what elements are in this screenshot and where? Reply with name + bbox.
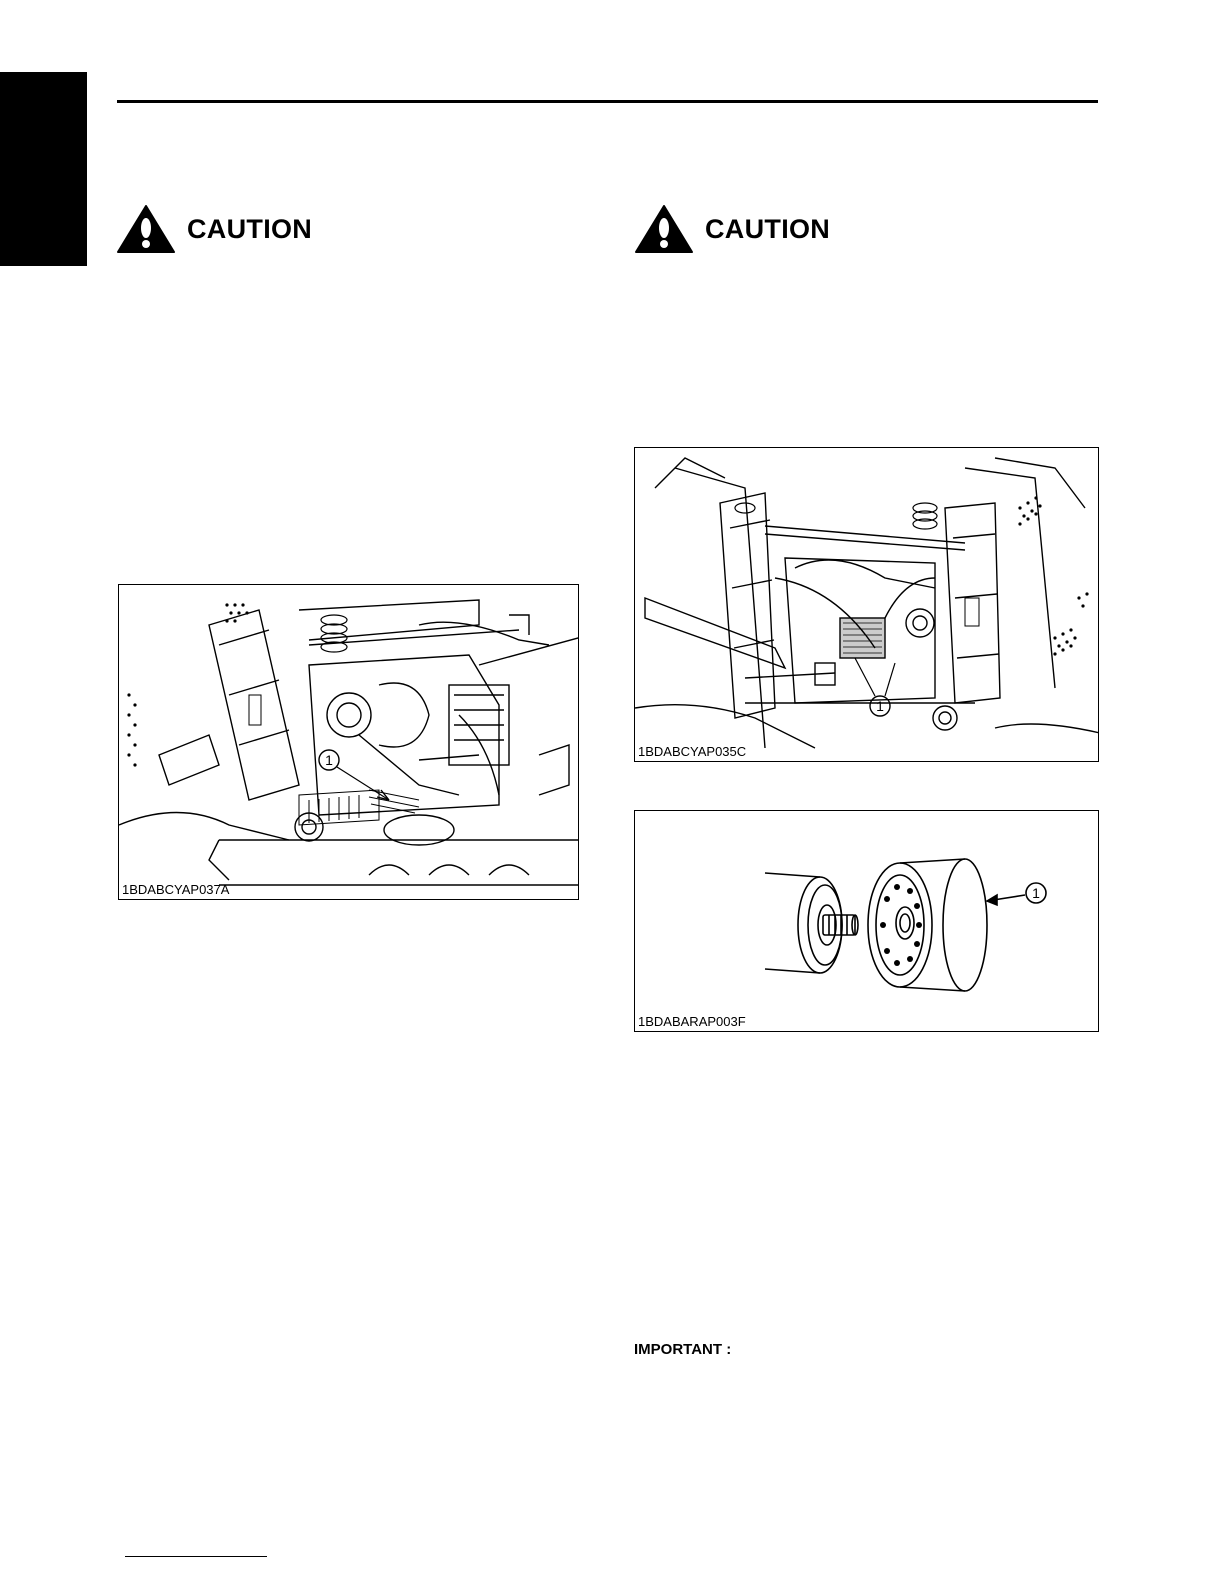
- callout-number: [1026, 883, 1046, 903]
- oil-filter-illustration: [635, 811, 1099, 1032]
- callout-number: [319, 750, 339, 770]
- figure-code: 1BDABCYAP037A: [122, 882, 230, 897]
- warning-triangle-icon: [116, 204, 176, 254]
- figure-engine-oil-drain: [118, 584, 579, 900]
- engine-illustration: [119, 585, 579, 900]
- figure-oil-filter-location: [634, 447, 1099, 762]
- callout-number: [870, 696, 890, 716]
- footer-rule: [125, 1556, 267, 1557]
- figure-code: 1BDABCYAP035C: [638, 744, 747, 759]
- header-rule: [117, 100, 1098, 103]
- engine-illustration: [635, 448, 1099, 762]
- warning-triangle-icon: [634, 204, 694, 254]
- figure-code: 1BDABARAP003F: [638, 1014, 746, 1029]
- important-label: IMPORTANT :: [634, 1341, 732, 1358]
- caution-label: CAUTION: [187, 213, 313, 244]
- svg-text:1: 1: [876, 698, 884, 714]
- caution-label: CAUTION: [705, 213, 831, 244]
- caution-heading-right: [634, 204, 830, 254]
- svg-text:1: 1: [325, 752, 333, 768]
- figure-oil-filter-cartridge: [634, 810, 1099, 1032]
- section-edge-tab: [0, 72, 87, 266]
- svg-text:1: 1: [1032, 885, 1040, 901]
- caution-heading-left: [116, 204, 312, 254]
